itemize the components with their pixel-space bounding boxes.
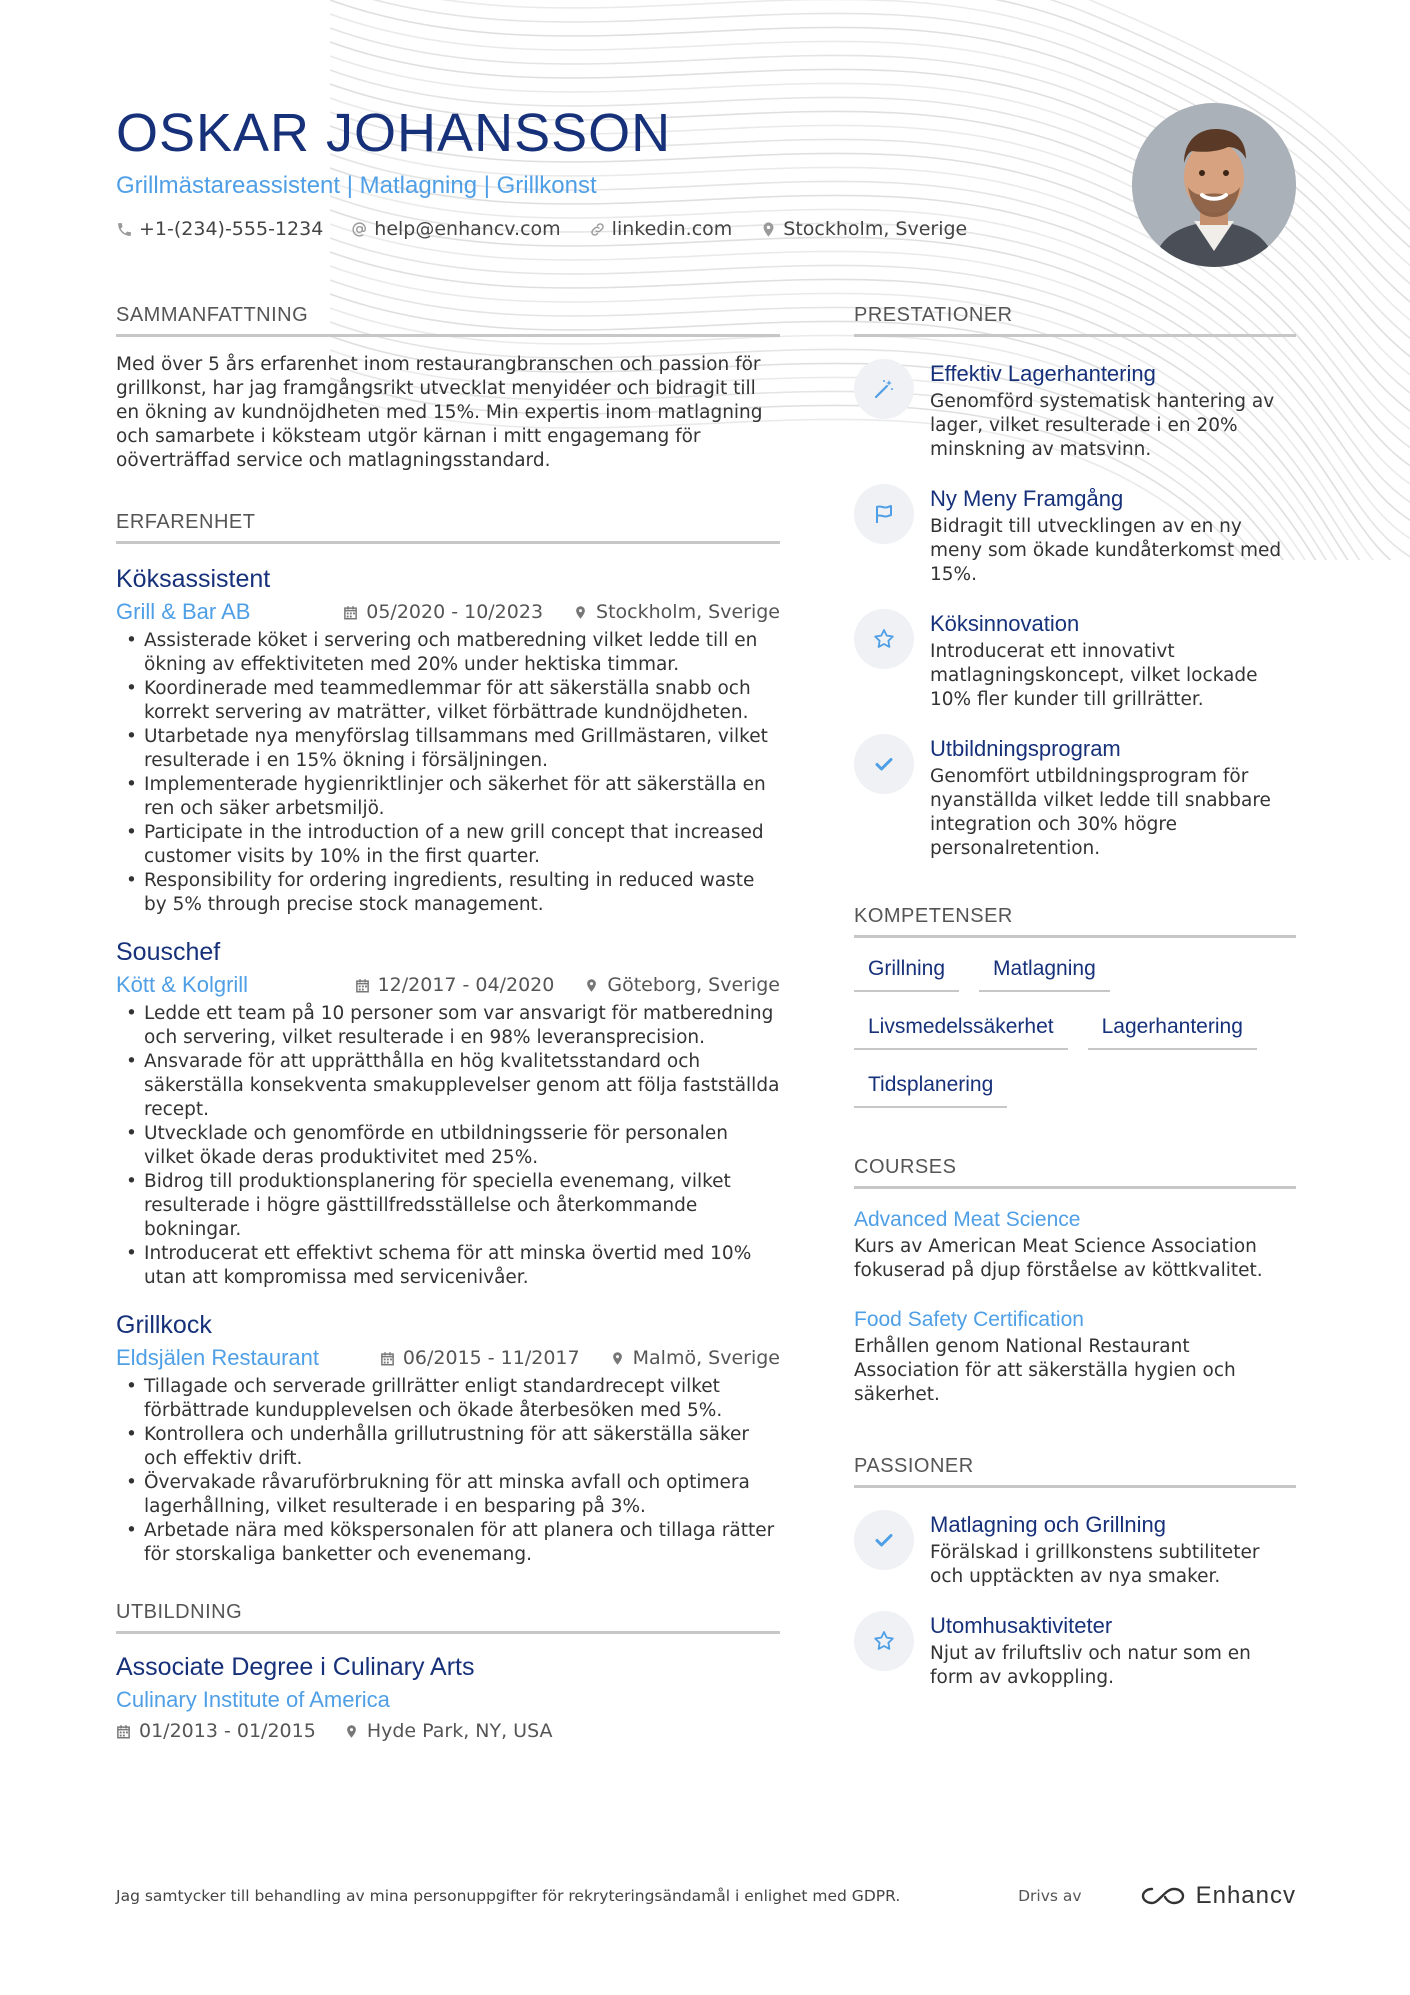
link-icon [589,221,606,238]
achievement-item [854,359,1296,462]
job-bullet: • Ansvarade för att upprätthålla en hög kvalitetsstandard och säkerställa konsekventa smakupplevelser genom att följa fastställda recept. [116,1050,780,1122]
achievement-desc: Introducerat ett innovativt matlagningskoncept, vilket lockade 10% fler kunder till grillrätter. [930,641,1258,710]
passion-desc: Förälskad i grillkonstens subtiliteter och upptäckten av nya smaker. [930,1542,1260,1587]
job-bullets [116,1375,780,1567]
job-meta [116,1343,780,1373]
contact-email[interactable] [351,218,560,240]
job-bullet: • Responsibility for ordering ingredients, resulting in reduced waste by 5% through precise stock management. [116,869,780,917]
achievement-icon-wrap [854,359,914,419]
job-location-text: Malmö, Sverige [632,1347,780,1369]
at-icon [351,221,368,238]
skill-tag: Livsmedelssäkerhet [854,1012,1068,1050]
candidate-name: OSKAR JOHANSSON [116,103,672,163]
linkedin-text: linkedin.com [611,218,733,240]
education-heading: UTBILDNING [116,1599,780,1634]
job-company: Grill & Bar AB [116,599,251,624]
check-icon [872,752,896,776]
job-dates-text: 12/2017 - 04/2020 [377,974,555,996]
education-meta [116,1716,780,1746]
enhancv-logo[interactable] [1140,1882,1296,1910]
course-item [854,1305,1296,1407]
education-degree: Associate Degree i Culinary Arts [116,1653,475,1681]
passions-heading: PASSIONER [854,1453,1296,1488]
education-school: Culinary Institute of America [116,1687,390,1712]
course-item [854,1205,1296,1283]
job-entry [116,562,780,917]
achievement-icon-wrap [854,484,914,544]
education-dates-text: 01/2013 - 01/2015 [139,1720,316,1742]
job-bullet: • Arbetade nära med kökspersonalen för att planera och tillaga rätter för storskaliga banketter och evenemang. [116,1519,780,1567]
left-column [116,302,780,1746]
skills-section [854,903,1296,1108]
job-bullet: • Implementerade hygienriktlinjer och säkerhet för att säkerställa en ren och säker arbetsmiljö. [116,773,780,821]
skill-tag: Tidsplanering [854,1070,1007,1108]
avatar [1132,103,1296,267]
brand-name: Enhancv [1195,1882,1296,1909]
star-icon [872,627,896,651]
courses-section [854,1154,1296,1407]
skills-list [854,954,1274,1108]
course-title: Food Safety Certification [854,1308,1084,1331]
location-pin-icon [344,1724,359,1739]
calendar-icon [380,1351,395,1366]
achievements-section [854,302,1296,861]
education-dates [116,1716,316,1746]
calendar-icon [116,1724,131,1739]
check-icon [872,1528,896,1552]
achievement-item [854,484,1296,587]
passion-icon-wrap [854,1611,914,1671]
job-bullet: • Koordinerade med teammedlemmar för att säkerställa snabb och korrekt servering av maträtter, vilket förbättrade kundnöjdheten. [116,677,780,725]
job-bullet: • Tillagade och serverade grillrätter enligt standardrecept vilket förbättrade kundupplevelsen och ökade återbesöken med 5%. [116,1375,780,1423]
job-title: Souschef [116,938,221,966]
job-meta [116,597,780,627]
job-bullet: • Bidrog till produktionsplanering för speciella evenemang, vilket resulterade i högre gästtillfredsställelse och återkommande bokningar. [116,1170,780,1242]
candidate-title: Grillmästareassistent | Matlagning | Grillkonst [116,172,597,199]
course-title: Advanced Meat Science [854,1208,1081,1231]
job-bullet: • Utarbetade nya menyförslag tillsammans med Grillmästaren, vilket resulterade i en 15% ökning i försäljningen. [116,725,780,773]
resume-footer [116,1882,1296,1910]
flag-icon [872,502,896,526]
powered-by-label: Drivs av [1018,1887,1082,1905]
job-location-text: Göteborg, Sverige [607,974,780,996]
job-bullet: • Assisterade köket i servering och matberedning vilket ledde till en ökning av effektiviteten med 20% under hektiska timmar. [116,629,780,677]
job-location [573,597,780,627]
summary-heading: SAMMANFATTNING [116,302,780,337]
course-desc: Erhållen genom National Restaurant Association för att säkerställa hygien och säkerhet. [854,1336,1236,1405]
achievement-title: Effektiv Lagerhantering [930,361,1156,386]
course-desc: Kurs av American Meat Science Association fokuserad på djup förståelse av köttkvalitet. [854,1236,1263,1281]
job-title: Köksassistent [116,565,271,593]
achievement-desc: Genomfört utbildningsprogram för nyanställda vilket ledde till snabbare integration och 30% högre personalretention. [930,766,1271,859]
infinity-logo-icon [1140,1885,1186,1907]
education-section [116,1599,780,1746]
resume-header [116,98,1016,240]
achievement-body [930,359,1296,462]
passion-body [930,1510,1296,1589]
achievement-item [854,734,1296,861]
phone-text: +1-(234)-555-1234 [139,218,324,240]
passion-title: Utomhusaktiviteter [930,1613,1113,1638]
skill-tag: Matlagning [979,954,1110,992]
achievement-desc: Bidragit till utvecklingen av en ny meny som ökade kundåterkomst med 15%. [930,516,1282,585]
location-pin-icon [610,1351,625,1366]
job-location-text: Stockholm, Sverige [596,601,780,623]
contact-linkedin[interactable] [589,218,733,240]
job-bullet: • Ledde ett team på 10 personer som var ansvarigt för matberedning och servering, vilket resulterade i en 98% leveransprecision. [116,1002,780,1050]
job-bullets [116,629,780,917]
skill-tag: Grillning [854,954,959,992]
job-dates-text: 05/2020 - 10/2023 [366,601,544,623]
job-dates [380,1343,580,1373]
job-entry [116,935,780,1290]
skills-heading: KOMPETENSER [854,903,1296,938]
calendar-icon [355,978,370,993]
job-location [584,970,780,1000]
education-location [344,1716,553,1746]
job-dates [355,970,555,1000]
right-column [854,302,1296,1690]
job-meta [116,970,780,1000]
passion-body [930,1611,1296,1690]
achievements-heading: PRESTATIONER [854,302,1296,337]
magic-wand-icon [872,377,896,401]
achievement-body [930,609,1296,712]
job-dates [343,597,543,627]
summary-section [116,302,780,473]
job-bullet: • Kontrollera och underhålla grillutrustning för att säkerställa säker och effektiv drift. [116,1423,780,1471]
gdpr-consent: Jag samtycker till behandling av mina personuppgifter för rekryteringsändamål i enlighet med GDPR. [116,1887,901,1905]
location-pin-icon [573,605,588,620]
passion-desc: Njut av friluftsliv och natur som en form av avkoppling. [930,1643,1251,1688]
phone-icon [116,221,133,238]
job-location [610,1343,780,1373]
achievement-title: Utbildningsprogram [930,736,1121,761]
star-icon [872,1629,896,1653]
achievement-body [930,484,1296,587]
skill-tag: Lagerhantering [1088,1012,1257,1050]
experience-heading: ERFARENHET [116,509,780,544]
achievement-item [854,609,1296,712]
education-location-text: Hyde Park, NY, USA [366,1720,553,1742]
email-text: help@enhancv.com [374,218,561,240]
passion-title: Matlagning och Grillning [930,1512,1167,1537]
courses-heading: COURSES [854,1154,1296,1189]
contact-location [760,218,967,240]
contact-phone[interactable] [116,218,323,240]
summary-text: Med över 5 års erfarenhet inom restaurangbranschen och passion för grillkonst, har jag framgångsrikt utvecklat menyidéer och bidragit till en ökning av kundnöjdheten med 15%. Min expertis inom matlagning och samarbete i köksteam utgör kärnan i mitt engagemang för oöverträffad service och matlagningsstandard. [116,354,763,471]
achievement-icon-wrap [854,609,914,669]
job-title: Grillkock [116,1311,212,1339]
experience-section [116,509,780,1567]
job-bullets [116,1002,780,1290]
job-entry [116,1308,780,1567]
achievement-title: Ny Meny Framgång [930,486,1124,511]
passion-item [854,1611,1296,1690]
location-text: Stockholm, Sverige [783,218,968,240]
location-pin-icon [584,978,599,993]
achievement-title: Köksinnovation [930,611,1080,636]
calendar-icon [343,605,358,620]
job-dates-text: 06/2015 - 11/2017 [402,1347,580,1369]
achievement-icon-wrap [854,734,914,794]
job-bullet: • Participate in the introduction of a new grill concept that increased customer visits by 10% in the first quarter. [116,821,780,869]
passion-icon-wrap [854,1510,914,1570]
job-company: Eldsjälen Restaurant [116,1345,320,1370]
contact-row [116,218,1016,240]
job-bullet: • Övervakade råvaruförbrukning för att minska avfall och optimera lagerhållning, vilket resulterade i en besparing på 3%. [116,1471,780,1519]
achievement-desc: Genomförd systematisk hantering av lager, vilket resulterade i en 20% minskning av matsvinn. [930,391,1275,460]
passions-section [854,1453,1296,1690]
job-company: Kött & Kolgrill [116,972,249,997]
job-bullet: • Introducerat ett effektivt schema för att minska övertid med 10% utan att kompromissa med servicenivåer. [116,1242,780,1290]
job-bullet: • Utvecklade och genomförde en utbildningsserie för personalen vilket ökade deras produktivitet med 25%. [116,1122,780,1170]
passion-item [854,1510,1296,1589]
achievement-body [930,734,1296,861]
location-pin-icon [760,221,777,238]
